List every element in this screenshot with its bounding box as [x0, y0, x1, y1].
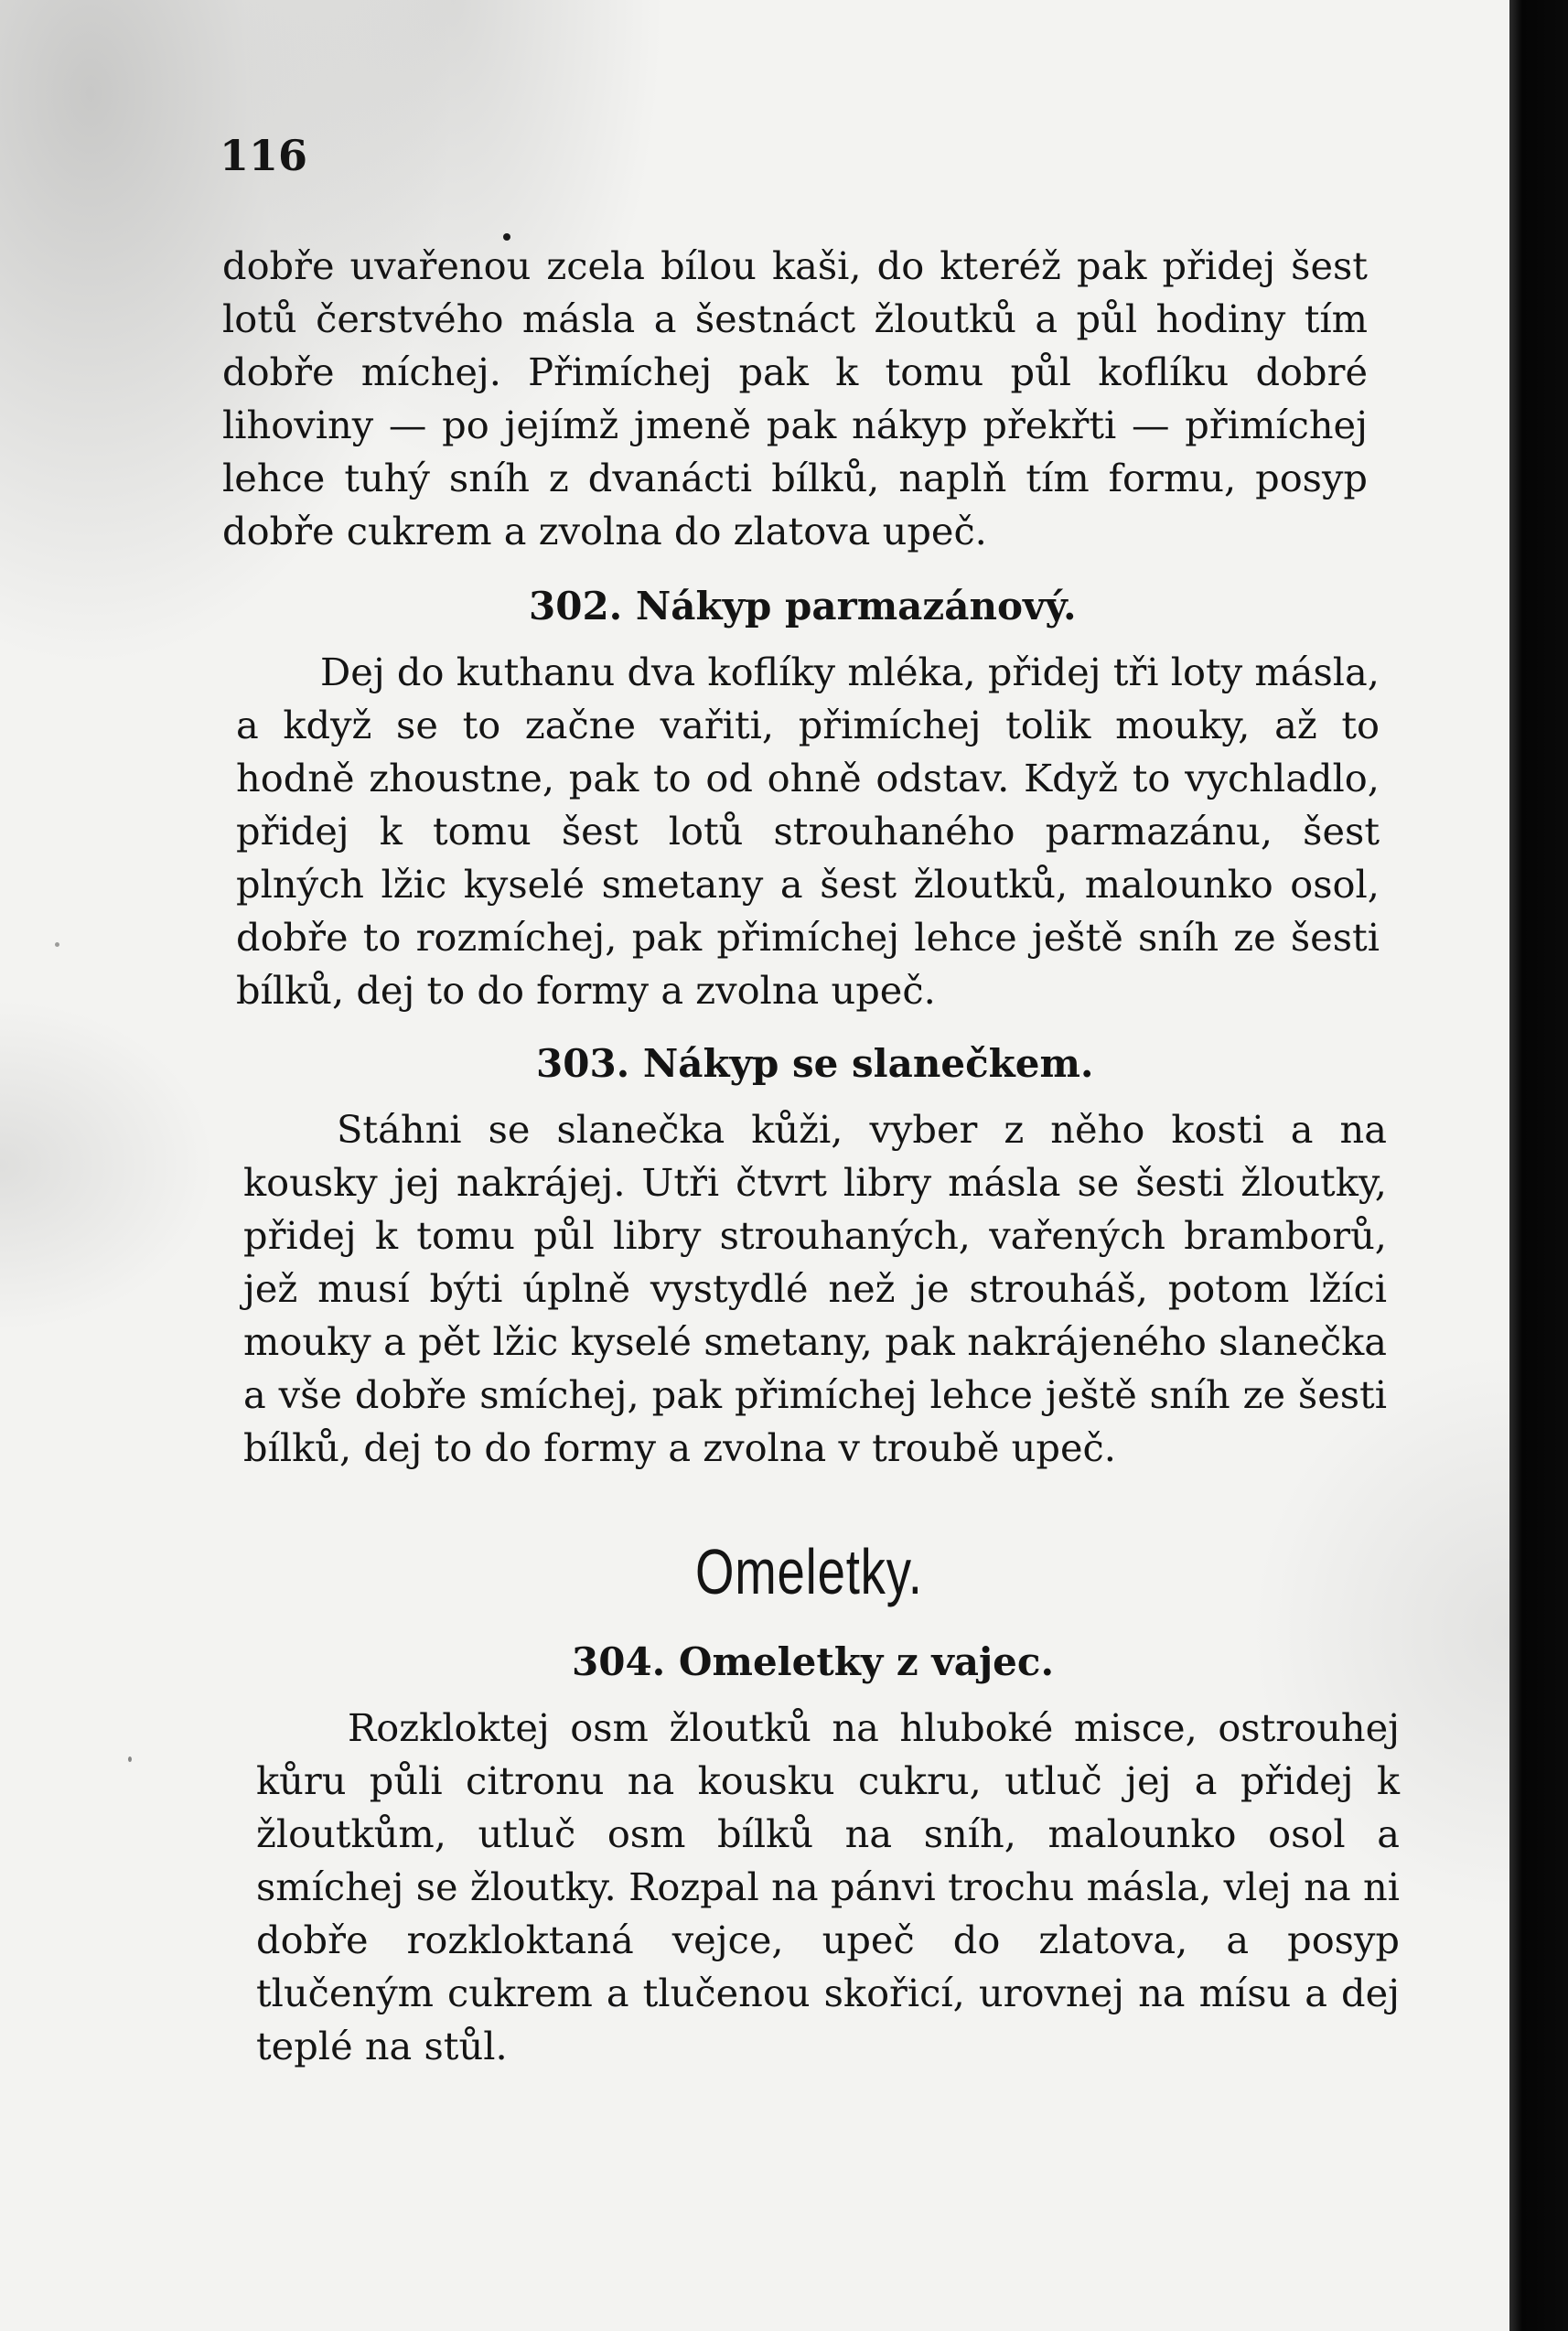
recipe-302-heading: 302. Nákyp parmazánový.: [529, 584, 1077, 628]
recipe-303-text: Stáhni se slanečka kůži, vyber z něho kosti a na kousky jej nakrájej. Utři čtvrt libry másla se šesti žloutky, přidej k tomu půl libry strouhaných, vařených bramborů, jež musí býti úplně vystydlé než je strouháš, potom lžíci mouky a pět lžic kyselé smetany, pak nakrájeného slanečka a vše dobře smíchej, pak přimíchej lehce ještě sníh ze šesti bílků, dej to do formy a zvolna v troubě upeč.: [243, 1107, 1387, 1470]
recipe-304-text: Rozkloktej osm žloutků na hluboké misce, ostrouhej kůru půli citronu na kousku cukru, utluč jej a přidej k žloutkům, utluč osm bílků na sníh, malounko osol a smíchej se žloutky. Rozpal na pánvi trochu másla, vlej na ni dobře rozkloktaná vejce, upeč do zlatova, a posyp tlučeným cukrem a tlučenou skořicí, urovnej na mísu a dej teplé na stůl.: [256, 1705, 1400, 2068]
page-number: 116: [220, 131, 308, 180]
opening-paragraph: dobře uvařenou zcela bílou kaši, do kteréž pak přidej šest lotů čerstvého másla a šestnáct žloutků a půl hodiny tím dobře míchej. Přimíchej pak k tomu půl koflíku dobré lihoviny — po jejímž jmeně pak nákyp překřti — přimíchej lehce tuhý sníh z dvanácti bílků, naplň tím formu, posyp dobře cukrem a zvolna do zlatova upeč.: [222, 243, 1368, 553]
recipe-304-heading: 304. Omeletky z vajec.: [572, 1639, 1055, 1684]
ink-speck: [55, 942, 59, 947]
recipe-303-heading: 303. Nákyp se slanečkem.: [536, 1041, 1094, 1086]
ink-speck: [503, 233, 510, 241]
ink-speck: [128, 1756, 132, 1762]
section-title: Omeletky.: [695, 1536, 923, 1607]
recipe-302-text: Dej do kuthanu dva koflíky mléka, přidej tři loty másla, a když se to začne vařiti, přimíchej tolik mouky, až to hodně zhoustne, pak to od ohně odstav. Když to vychladlo, přidej k tomu šest lotů strouhaného parmazánu, šest plných lžic kyselé smetany a šest žloutků, malounko osol, dobře to rozmíchej, pak přimíchej lehce ještě sníh ze šesti bílků, dej to do formy a zvolna upeč.: [236, 650, 1380, 1013]
scan-border: [1509, 0, 1568, 2331]
